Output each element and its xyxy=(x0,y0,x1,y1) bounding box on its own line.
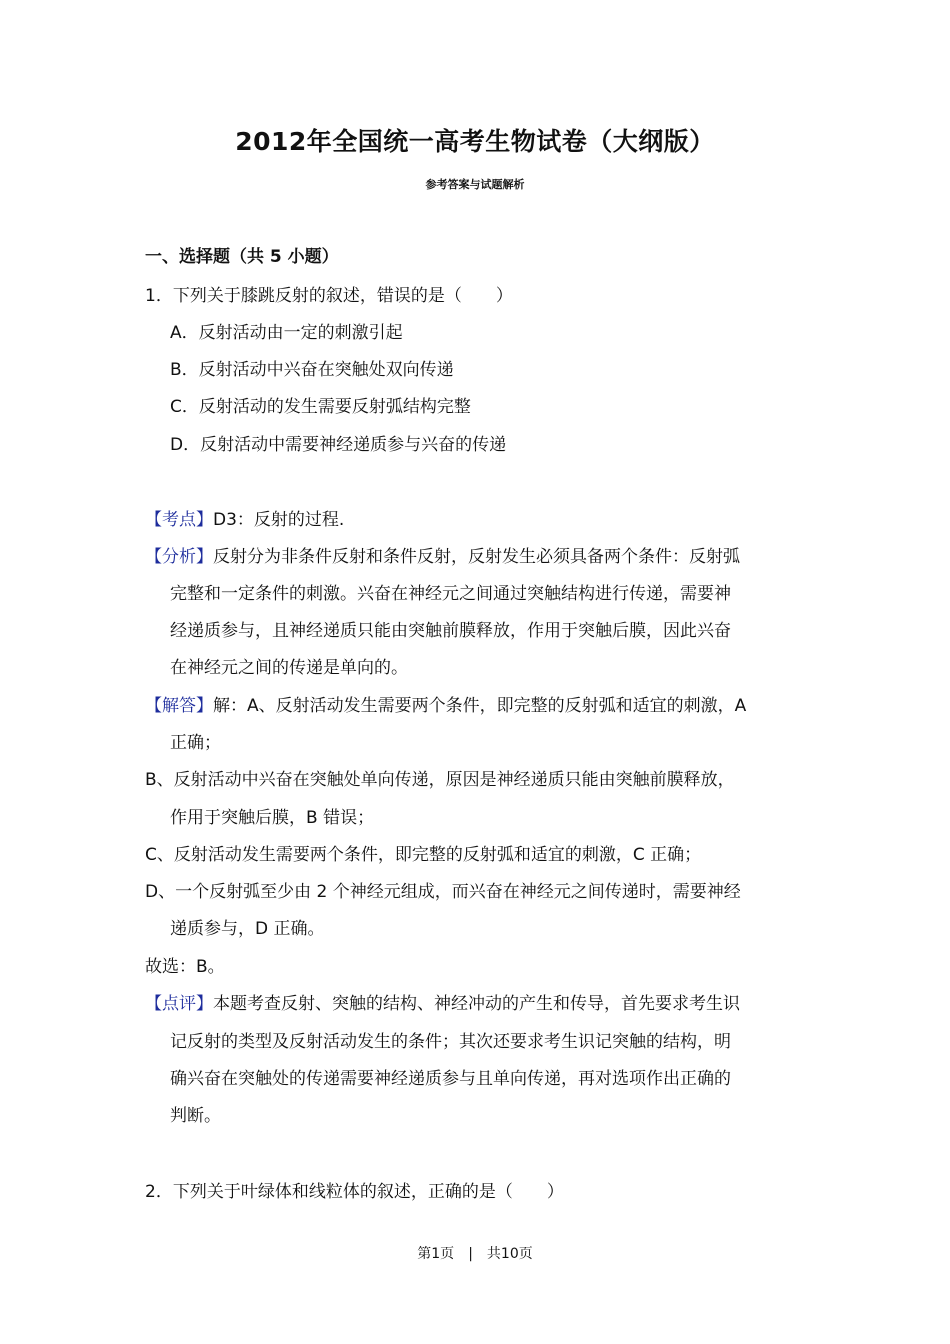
page-footer xyxy=(0,1243,950,1263)
kaodian-tag: 【考点】 xyxy=(145,510,213,530)
kaodian-block xyxy=(145,509,344,531)
question-1-option-b: B．反射活动中兴奋在突触处双向传递 xyxy=(170,360,454,380)
question-2-stem: 2．下列关于叶绿体和线粒体的叙述，正确的是（ ） xyxy=(145,1182,564,1202)
fenxi-line-1: 反射分为非条件反射和条件反射，反射发生必须具备两个条件：反射弧 xyxy=(213,547,740,567)
fenxi-block xyxy=(145,546,740,568)
footer-separator: | xyxy=(468,1246,473,1262)
dianping-tag: 【点评】 xyxy=(145,994,213,1014)
fenxi-line-2: 完整和一定条件的刺激。兴奋在神经元之间通过突触结构进行传递，需要神 xyxy=(170,584,731,604)
fenxi-line-4: 在神经元之间的传递是单向的。 xyxy=(170,658,408,678)
dianping-line-2: 记反射的类型及反射活动发生的条件；其次还要求考生识记突触的结构，明 xyxy=(170,1032,731,1052)
jieda-line-5: C、反射活动发生需要两个条件，即完整的反射弧和适宜的刺激，C 正确； xyxy=(145,845,702,865)
question-1-option-a: A．反射活动由一定的刺激引起 xyxy=(170,323,403,343)
fenxi-line-3: 经递质参与，且神经递质只能由突触前膜释放，作用于突触后膜，因此兴奋 xyxy=(170,621,731,641)
jieda-line-6: D、一个反射弧至少由 2 个神经元组成，而兴奋在神经元之间传递时，需要神经 xyxy=(145,882,741,902)
jieda-line-4: 作用于突触后膜，B 错误； xyxy=(170,808,375,828)
jieda-line-7: 递质参与，D 正确。 xyxy=(170,919,325,939)
page-subtitle: 参考答案与试题解析 xyxy=(425,178,525,191)
question-1-stem: 1．下列关于膝跳反射的叙述，错误的是（ ） xyxy=(145,286,513,306)
jieda-block xyxy=(145,695,746,717)
page-title: 2012年全国统一高考生物试卷（大纲版） xyxy=(235,127,715,156)
jieda-line-1: 解：A、反射活动发生需要两个条件，即完整的反射弧和适宜的刺激，A xyxy=(213,696,747,716)
dianping-line-4: 判断。 xyxy=(170,1106,221,1126)
fenxi-tag: 【分析】 xyxy=(145,547,213,567)
dianping-block xyxy=(145,993,740,1015)
question-1-option-d: D．反射活动中需要神经递质参与兴奋的传递 xyxy=(170,435,507,455)
jieda-line-3: B、反射活动中兴奋在突触处单向传递，原因是神经递质只能由突触前膜释放， xyxy=(145,770,735,790)
dianping-line-3: 确兴奋在突触处的传递需要神经递质参与且单向传递，再对选项作出正确的 xyxy=(170,1069,731,1089)
page-total: 共10页 xyxy=(486,1246,533,1262)
section-heading: 一、选择题（共 5 小题） xyxy=(145,247,339,267)
dianping-line-1: 本题考查反射、突触的结构、神经冲动的产生和传导，首先要求考生识 xyxy=(213,994,740,1014)
jieda-tag: 【解答】 xyxy=(145,696,213,716)
jieda-line-2: 正确； xyxy=(170,733,221,753)
answer-choice: 故选：B。 xyxy=(145,957,225,977)
page-number: 第1页 xyxy=(417,1246,455,1262)
kaodian-text: D3：反射的过程. xyxy=(213,510,345,530)
question-1-option-c: C．反射活动的发生需要反射弧结构完整 xyxy=(170,397,471,417)
